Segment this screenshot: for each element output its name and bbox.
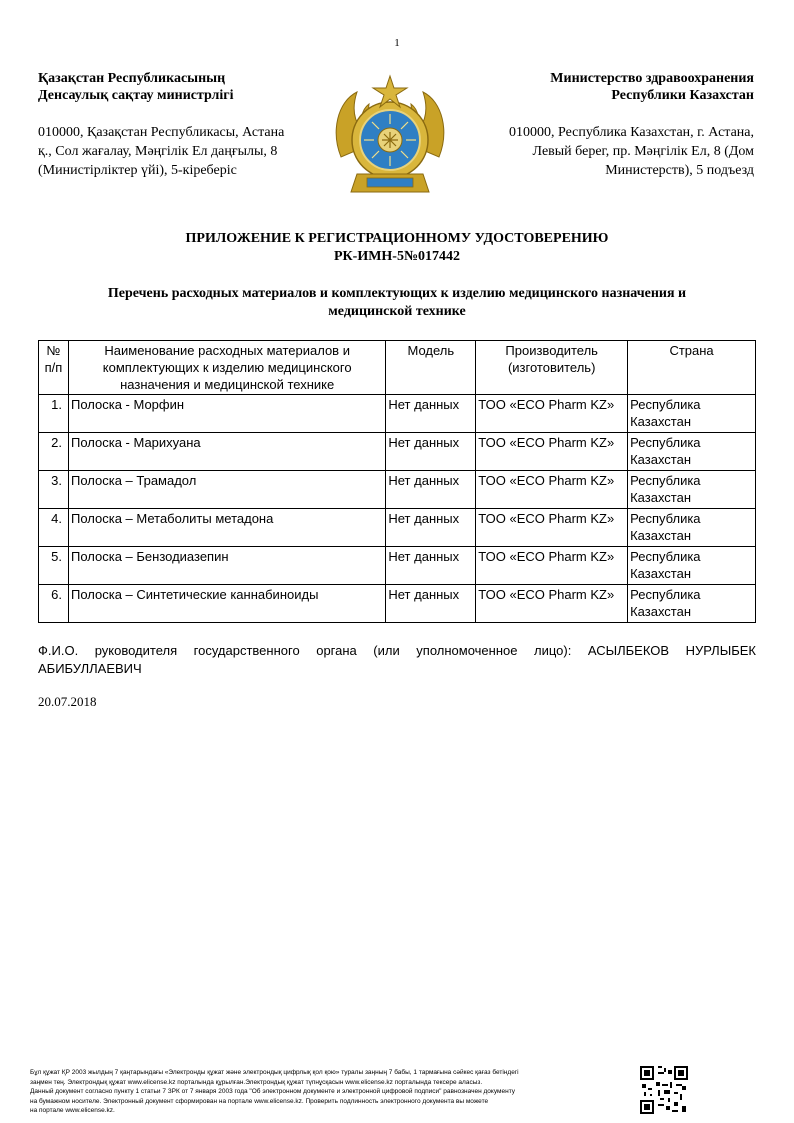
footer-line1: Бұл құжат ҚР 2003 жылдың 7 қаңтарындағы «Электронды құжат және электрондық цифрлық қол қою» туралы заңның 7 бабы, 1 тармағына сәйкес қағаз бетіндегі bbox=[30, 1069, 519, 1076]
header-right-address bbox=[454, 123, 754, 180]
header-maker-line1: Производитель bbox=[505, 343, 598, 358]
country-line2: Казахстан bbox=[630, 604, 692, 619]
right-address-line2: Левый берег, пр. Мәңгілік Ел, 8 (Дом bbox=[532, 144, 754, 159]
table-row bbox=[39, 547, 756, 585]
document-subtitle bbox=[60, 285, 734, 321]
row-num: 2. bbox=[39, 433, 69, 471]
table-row bbox=[39, 433, 756, 471]
header-left-address bbox=[38, 123, 328, 180]
row-maker: ТОО «ECO Pharm KZ» bbox=[476, 509, 628, 547]
signer-statement: Ф.И.О. руководителя государственного органа (или уполномоченное лицо): АСЫЛБЕКОВ НУРЛЫБЕК АБИБУЛЛАЕВИЧ bbox=[38, 643, 756, 676]
country-line1: Республика bbox=[630, 587, 701, 602]
subtitle-line2: медицинской технике bbox=[328, 304, 466, 319]
country-line2: Казахстан bbox=[630, 414, 692, 429]
row-num: 4. bbox=[39, 509, 69, 547]
country-line1: Республика bbox=[630, 549, 701, 564]
table-row bbox=[39, 395, 756, 433]
title-line1: ПРИЛОЖЕНИЕ К РЕГИСТРАЦИОННОМУ УДОСТОВЕРЕНИЮ bbox=[185, 231, 609, 246]
country-line1: Республика bbox=[630, 473, 701, 488]
subtitle-line1: Перечень расходных материалов и комплектующих к изделию медицинского назначения и bbox=[107, 286, 687, 301]
row-model: Нет данных bbox=[386, 471, 476, 509]
row-country bbox=[628, 509, 756, 547]
footer-line4: на бумажном носителе. Электронный документ сформирован на портале www.elicense.kz. Проверить подлинность электронного документа вы можете bbox=[30, 1097, 489, 1105]
row-num: 6. bbox=[39, 585, 69, 623]
header-name-line3: назначения и медицинской технике bbox=[120, 377, 335, 392]
row-country bbox=[628, 471, 756, 509]
qr-code-icon bbox=[640, 1066, 688, 1114]
right-address-line1: 010000, Республика Казахстан, г. Астана, bbox=[508, 125, 754, 140]
table-header-row bbox=[39, 341, 756, 395]
header-num-line2: п/п bbox=[44, 360, 63, 375]
document-date: 20.07.2018 bbox=[38, 694, 97, 709]
materials-table bbox=[38, 340, 756, 623]
header-right-title-line1: Министерство здравоохранения bbox=[550, 71, 754, 86]
left-address-line2: қ., Сол жағалау, Мәңгілік Ел даңғылы, 8 bbox=[38, 144, 278, 159]
row-maker: ТОО «ECO Pharm KZ» bbox=[476, 395, 628, 433]
table-row bbox=[39, 585, 756, 623]
header-left-title-line2: Денсаулық сақтау министрлігі bbox=[38, 88, 234, 103]
header-right-title bbox=[454, 70, 754, 104]
country-line1: Республика bbox=[630, 435, 701, 450]
row-country bbox=[628, 547, 756, 585]
row-model: Нет данных bbox=[386, 509, 476, 547]
right-address-line3: Министерств), 5 подъезд bbox=[605, 163, 754, 178]
header-num bbox=[39, 341, 69, 395]
row-name: Полоска – Метаболиты метадона bbox=[68, 509, 385, 547]
header-country: Страна bbox=[628, 341, 756, 395]
row-maker: ТОО «ECO Pharm KZ» bbox=[476, 433, 628, 471]
header-num-line1: № bbox=[46, 343, 61, 358]
row-maker: ТОО «ECO Pharm KZ» bbox=[476, 547, 628, 585]
row-num: 3. bbox=[39, 471, 69, 509]
row-country bbox=[628, 585, 756, 623]
row-country bbox=[628, 395, 756, 433]
row-name: Полоска - Морфин bbox=[68, 395, 385, 433]
row-num: 5. bbox=[39, 547, 69, 585]
country-line2: Казахстан bbox=[630, 566, 692, 581]
document-title bbox=[0, 230, 794, 266]
legal-footer bbox=[30, 1068, 640, 1116]
header-name bbox=[68, 341, 385, 395]
row-name: Полоска – Трамадол bbox=[68, 471, 385, 509]
registration-number: РК-ИМН-5№017442 bbox=[333, 249, 461, 264]
row-model: Нет данных bbox=[386, 395, 476, 433]
table-row bbox=[39, 509, 756, 547]
page-number: 1 bbox=[394, 37, 400, 49]
row-model: Нет данных bbox=[386, 433, 476, 471]
row-model: Нет данных bbox=[386, 585, 476, 623]
country-line1: Республика bbox=[630, 397, 701, 412]
row-maker: ТОО «ECO Pharm KZ» bbox=[476, 471, 628, 509]
country-line2: Казахстан bbox=[630, 490, 692, 505]
row-country bbox=[628, 433, 756, 471]
header-name-line2: комплектующих к изделию медицинского bbox=[102, 360, 352, 375]
left-address-line1: 010000, Қазақстан Республикасы, Астана bbox=[38, 125, 285, 140]
footer-line3: Данный документ согласно пункту 1 статьи 7 ЗРК от 7 января 2003 года "Об электронном документе и электронной цифровой подписи" равнозначен документу bbox=[30, 1088, 515, 1096]
footer-line2: заңмен тең. Электрондық құжат www.elicense.kz порталында құрылған.Электрондық құжат түпнұсқасын www.elicense.kz порталында тексере аласыз. bbox=[30, 1078, 483, 1086]
row-name: Полоска – Синтетические каннабиноиды bbox=[68, 585, 385, 623]
row-model: Нет данных bbox=[386, 547, 476, 585]
table-row bbox=[39, 471, 756, 509]
header-maker bbox=[476, 341, 628, 395]
row-num: 1. bbox=[39, 395, 69, 433]
header-name-line1: Наименование расходных материалов и bbox=[104, 343, 350, 358]
state-emblem-icon bbox=[329, 62, 451, 207]
footer-line5: на портале www.elicense.kz. bbox=[30, 1107, 115, 1115]
header-left-title-line1: Қазақстан Республикасының bbox=[38, 71, 226, 86]
country-line2: Казахстан bbox=[630, 528, 692, 543]
header-left-title bbox=[38, 70, 328, 104]
row-maker: ТОО «ECO Pharm KZ» bbox=[476, 585, 628, 623]
left-address-line3: (Министірліктер үйі), 5-кіреберіс bbox=[38, 163, 237, 178]
country-line2: Казахстан bbox=[630, 452, 692, 467]
header-model: Модель bbox=[386, 341, 476, 395]
header-right-title-line2: Республики Казахстан bbox=[611, 88, 754, 103]
row-name: Полоска – Бензодиазепин bbox=[68, 547, 385, 585]
row-name: Полоска - Марихуана bbox=[68, 433, 385, 471]
header-maker-line2: (изготовитель) bbox=[507, 360, 596, 375]
country-line1: Республика bbox=[630, 511, 701, 526]
